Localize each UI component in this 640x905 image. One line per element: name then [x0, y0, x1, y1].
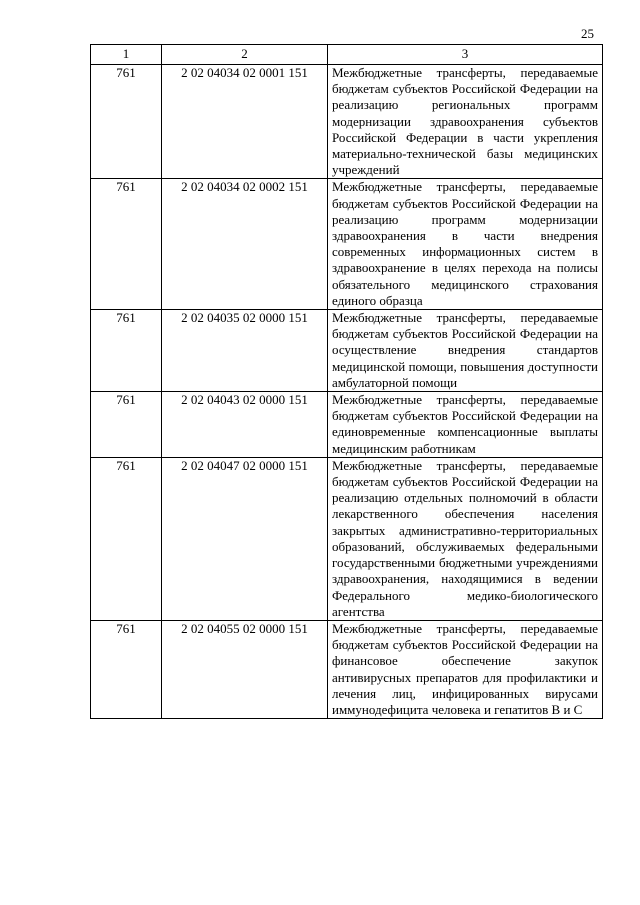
table-row — [91, 310, 603, 392]
budget-code-cell: 2 02 04034 02 0001 151 — [162, 65, 328, 179]
table-header — [91, 45, 603, 65]
table-row — [91, 65, 603, 179]
description-cell: Межбюджетные трансферты, передаваемые бюджетам субъектов Российской Федерации на реализацию отдельных полномочий в области лекарственного обеспечения населения закрытых административно-территориальных образований, обслуживаемых федеральными государственными бюджетными учреждениями здравоохранения, находящимися в ведении Федерального медико-биологического агентства — [328, 457, 603, 620]
table-row — [91, 457, 603, 620]
table-row — [91, 392, 603, 458]
admin-code-cell: 761 — [91, 65, 162, 179]
table-row — [91, 179, 603, 310]
table-body — [91, 65, 603, 719]
page-number: 25 — [581, 26, 594, 41]
table-row — [91, 620, 603, 718]
admin-code-cell: 761 — [91, 179, 162, 310]
description-cell: Межбюджетные трансферты, передаваемые бюджетам субъектов Российской Федерации на осуществление внедрения стандартов медицинской помощи, повышения доступности амбулаторной помощи — [328, 310, 603, 392]
header-row — [91, 45, 603, 65]
budget-code-cell: 2 02 04043 02 0000 151 — [162, 392, 328, 458]
admin-code-cell: 761 — [91, 310, 162, 392]
header-col-1: 1 — [91, 45, 162, 65]
description-cell: Межбюджетные трансферты, передаваемые бюджетам субъектов Российской Федерации на единовременные компенсационные выплаты медицинским работникам — [328, 392, 603, 458]
admin-code-cell: 761 — [91, 620, 162, 718]
budget-code-cell: 2 02 04035 02 0000 151 — [162, 310, 328, 392]
budget-code-cell: 2 02 04055 02 0000 151 — [162, 620, 328, 718]
budget-code-cell: 2 02 04047 02 0000 151 — [162, 457, 328, 620]
description-cell: Межбюджетные трансферты, передаваемые бюджетам субъектов Российской Федерации на реализацию программ модернизации здравоохранения в части внедрения современных информационных систем в здравоохранение в целях перехода на полисы обязательного медицинского страхования единого образца — [328, 179, 603, 310]
description-cell: Межбюджетные трансферты, передаваемые бюджетам субъектов Российской Федерации на финансовое обеспечение закупок антивирусных препаратов для профилактики и лечения лиц, инфицированных вирусами иммунодефицита человека и гепатитов B и C — [328, 620, 603, 718]
admin-code-cell: 761 — [91, 392, 162, 458]
admin-code-cell: 761 — [91, 457, 162, 620]
budget-table — [90, 44, 603, 719]
header-col-2: 2 — [162, 45, 328, 65]
description-cell: Межбюджетные трансферты, передаваемые бюджетам субъектов Российской Федерации на реализацию региональных программ модернизации здравоохранения субъектов Российской Федерации в части укрепления материально-технической базы медицинских учреждений — [328, 65, 603, 179]
budget-code-cell: 2 02 04034 02 0002 151 — [162, 179, 328, 310]
header-col-3: 3 — [328, 45, 603, 65]
